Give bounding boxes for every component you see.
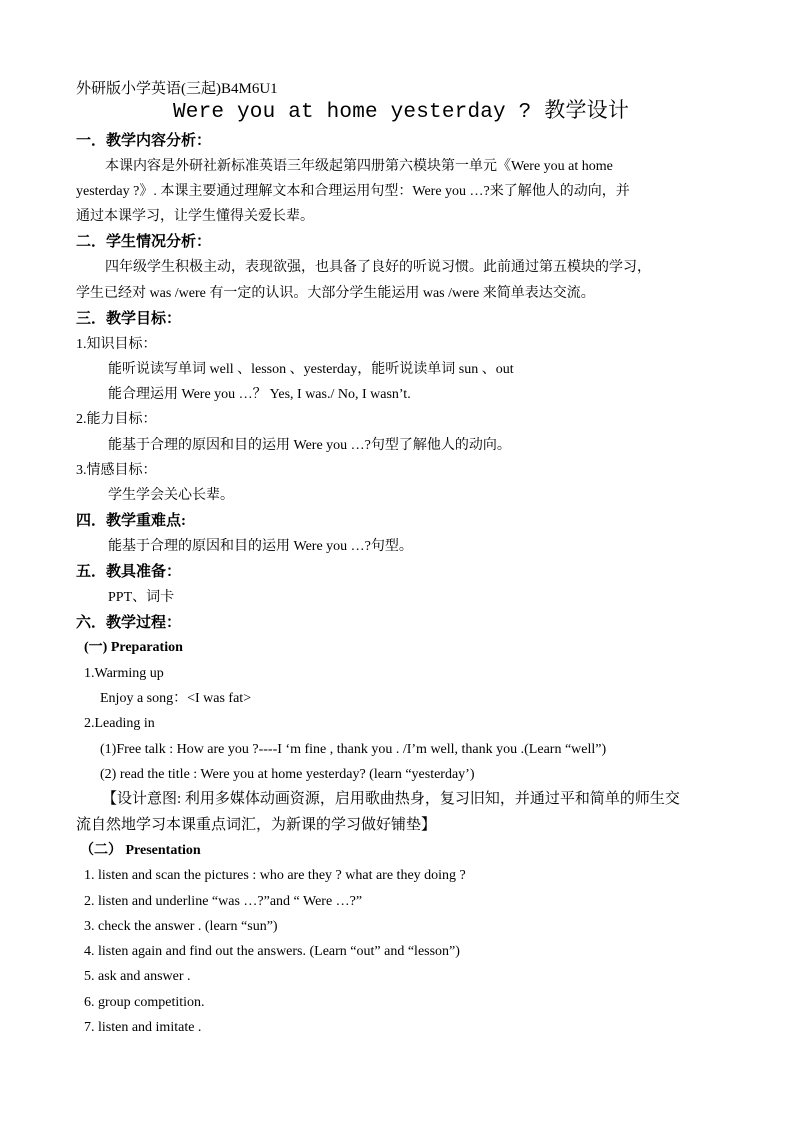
presentation-step: 2. listen and underline “was …?”and “ Were …?”	[84, 894, 363, 909]
section-6-heading: 六．教学过程：	[76, 615, 182, 631]
doc-header: 外研版小学英语(三起)B4M6U1	[76, 81, 278, 97]
presentation-step: 7. listen and imitate .	[84, 1020, 202, 1035]
section-2-text: 四年级学生积极主动，表现欲强，也具备了良好的听说习惯。此前通过第五模块的学习，	[105, 260, 651, 275]
presentation-step: 6. group competition.	[84, 995, 205, 1010]
presentation-step: 5. ask and answer .	[84, 969, 191, 984]
knowledge-goal-label: 1.知识目标：	[76, 337, 157, 352]
warming-up: 1.Warming up	[84, 666, 164, 681]
ability-goal-text: 能基于合理的原因和目的运用 Were you …?句型了解他人的动向。	[108, 438, 511, 453]
preparation-heading: (一) Preparation	[84, 640, 183, 655]
doc-title: Were you at home yesterday ? 教学设计	[173, 101, 630, 124]
presentation-step: 3. check the answer . (learn “sun”)	[84, 919, 278, 934]
presentation-heading: （二） Presentation	[80, 843, 201, 858]
enjoy-song: Enjoy a song：<I was fat>	[100, 691, 252, 706]
section-2-text: 学生已经对 was /were 有一定的认识。大部分学生能运用 was /were 来简单表达交流。	[76, 286, 595, 301]
design-intent: 【设计意图: 利用多媒体动画资源，启用歌曲热身，复习旧知，并通过平和简单的师生交	[102, 791, 680, 807]
section-5-text: PPT、词卡	[108, 590, 175, 605]
design-intent: 流自然地学习本课重点词汇，为新课的学习做好铺垫】	[76, 817, 437, 833]
section-2-heading: 二．学生情况分析：	[76, 234, 212, 250]
knowledge-goal-text: 能听说读写单词 well 、lesson 、yesterday，能听说读单词 sun 、out	[108, 362, 514, 377]
knowledge-goal-text: 能合理运用 Were you …？ Yes, I was./ No, I wasn’t.	[108, 387, 411, 402]
read-title: (2) read the title : Were you at home yesterday? (learn “yesterday’)	[100, 767, 475, 782]
section-1-text: yesterday ?》. 本课主要通过理解文本和合理运用句型：Were you …?来了解他人的动向，并	[76, 184, 630, 199]
section-1-text: 通过本课学习，让学生懂得关爱长辈。	[76, 209, 314, 224]
section-1-heading: 一．教学内容分析：	[76, 133, 212, 149]
emotion-goal-label: 3.情感目标：	[76, 463, 157, 478]
presentation-step: 1. listen and scan the pictures : who are they ? what are they doing ?	[84, 868, 466, 883]
section-3-heading: 三．教学目标：	[76, 311, 182, 327]
section-4-heading: 四．教学重难点:	[76, 513, 186, 529]
section-5-heading: 五．教具准备：	[76, 564, 182, 580]
leading-in: 2.Leading in	[84, 716, 155, 731]
section-4-text: 能基于合理的原因和目的运用 Were you …?句型。	[108, 539, 413, 554]
ability-goal-label: 2.能力目标：	[76, 412, 157, 427]
section-1-text: 本课内容是外研社新标准英语三年级起第四册第六模块第一单元《Were you at home	[105, 159, 613, 174]
free-talk: (1)Free talk : How are you ?----I ‘m fine , thank you . /I’m well, thank you .(Learn “well”)	[100, 742, 607, 757]
emotion-goal-text: 学生学会关心长辈。	[108, 488, 234, 503]
presentation-step: 4. listen again and find out the answers. (Learn “out” and “lesson”)	[84, 944, 460, 959]
